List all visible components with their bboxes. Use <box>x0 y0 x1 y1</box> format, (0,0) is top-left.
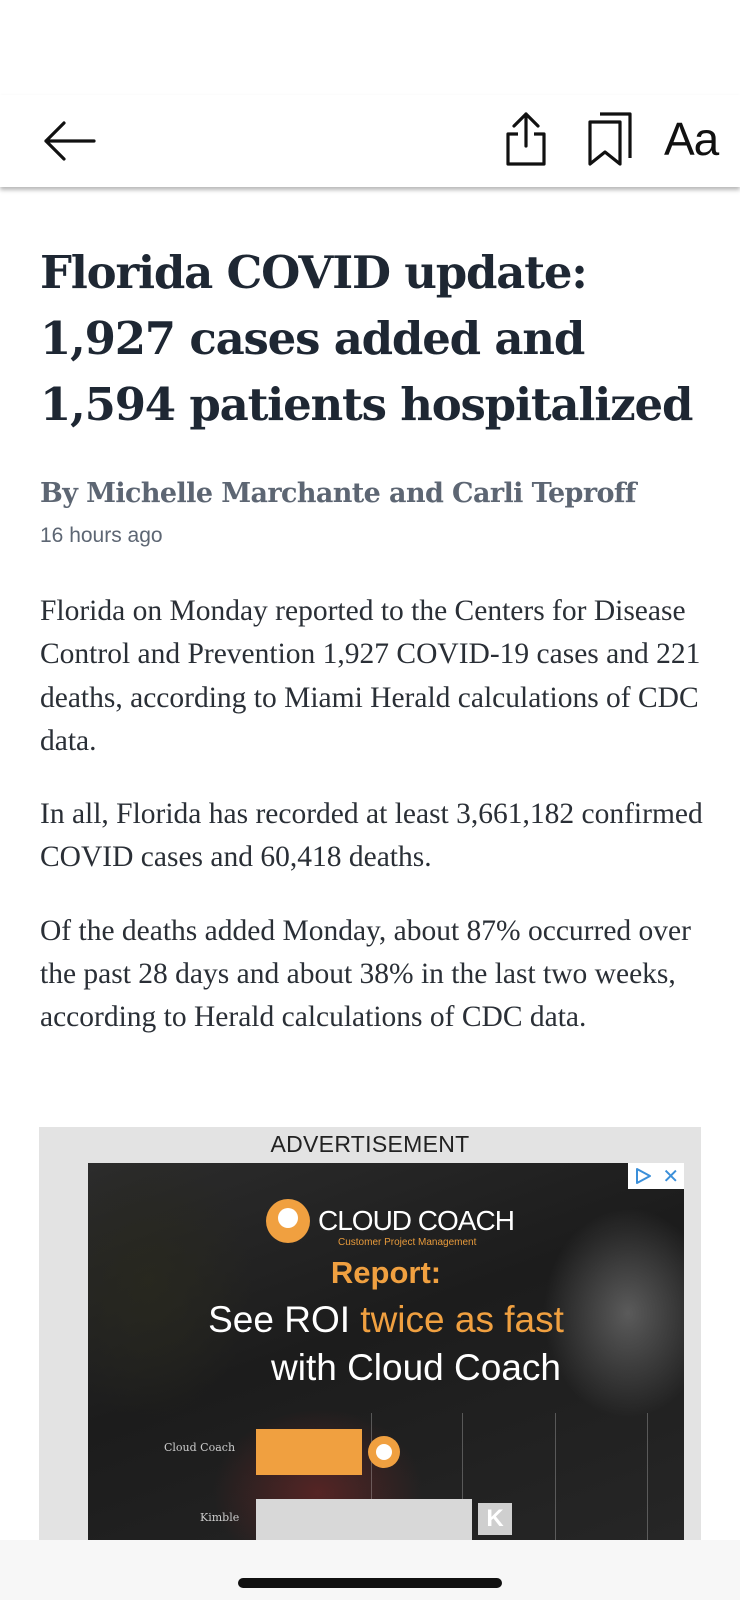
ad-line-3: with Cloud Coach <box>271 1347 561 1388</box>
advertisement-label: ADVERTISEMENT <box>270 1131 470 1157</box>
text-size-label: Aa <box>664 113 719 165</box>
ad-brand-tagline: Customer Project Management <box>338 1237 477 1248</box>
ad-creative[interactable] <box>88 1163 684 1540</box>
author-link[interactable]: By Michelle Marchante and Carli Teproff <box>40 478 636 509</box>
home-bar-area <box>0 1540 740 1600</box>
adchoices-icon <box>633 1166 653 1186</box>
ad-row-label: Cloud Coach <box>164 1441 236 1454</box>
ad-line-2-prefix: See ROI <box>208 1299 361 1340</box>
adchoices-button[interactable] <box>628 1163 684 1189</box>
ad-line-2 <box>88 1299 684 1341</box>
ad-headline: Report: <box>330 1255 442 1290</box>
ad-gridline <box>647 1413 648 1540</box>
publish-timestamp: 16 hours ago <box>40 524 163 547</box>
ad-bar-cloud-coach <box>256 1429 362 1475</box>
article-paragraph: Of the deaths added Monday, about 87% occurred over the past 28 days and about 38% in the last two weeks, according to Herald calculations of CDC data. <box>40 914 691 1034</box>
advertisement <box>39 1127 701 1540</box>
byline <box>40 476 710 512</box>
ad-row-label: Kimble <box>200 1511 240 1524</box>
home-indicator[interactable] <box>238 1578 502 1588</box>
close-icon[interactable]: ✕ <box>662 1165 680 1188</box>
share-icon <box>504 112 548 166</box>
status-bar <box>0 0 740 95</box>
share-button[interactable] <box>496 107 556 171</box>
back-button[interactable] <box>38 111 102 171</box>
bookmarks-icon <box>588 112 632 166</box>
ad-bar-kimble <box>256 1499 472 1540</box>
clock-icon <box>368 1436 400 1468</box>
k-badge-icon: K <box>478 1503 512 1535</box>
ad-brand-name: CLOUD COACH <box>318 1205 514 1236</box>
article-toolbar <box>0 95 740 187</box>
bookmark-button[interactable] <box>580 107 640 171</box>
article <box>40 240 710 1040</box>
article-paragraph: In all, Florida has recorded at least 3,661,182 confirmed COVID cases and 60,418 deaths. <box>40 798 703 874</box>
ad-line-2-accent: twice as fast <box>360 1299 564 1340</box>
arrow-left-icon <box>44 121 96 161</box>
article-headline: Florida COVID update: 1,927 cases added and 1,594 patients hospitalized <box>40 246 693 431</box>
cloud-coach-logo-icon <box>266 1199 310 1243</box>
article-paragraph: Florida on Monday reported to the Centers for Disease Control and Prevention 1,927 COVID-19 cases and 221 deaths, according to Miami Herald calculations of CDC data. <box>40 595 701 757</box>
ad-gridline <box>555 1413 556 1540</box>
text-size-button[interactable] <box>664 107 740 171</box>
